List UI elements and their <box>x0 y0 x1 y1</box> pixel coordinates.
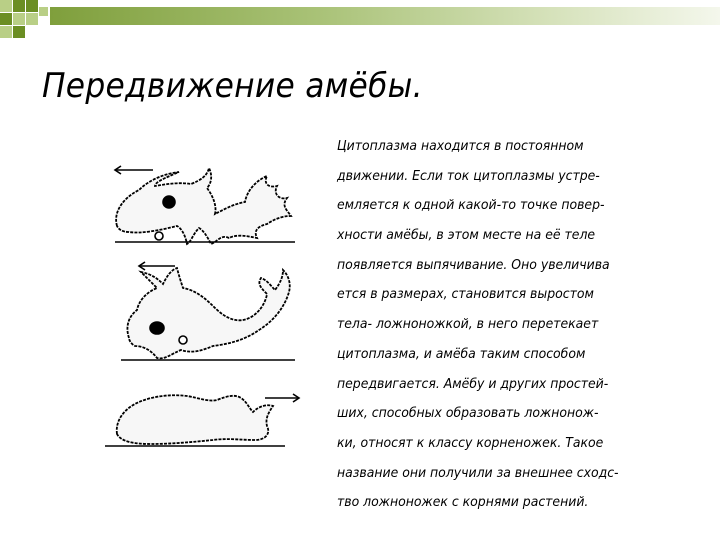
paragraph-line: движении. Если ток цитоплазмы устре- <box>337 168 600 184</box>
paragraph-line: появляется выпячивание. Оно увеличива <box>337 257 610 273</box>
paragraph-line: Цитоплазма находится в постоянном <box>337 139 584 154</box>
paragraph <box>337 132 682 518</box>
amoeba-stage-1 <box>115 166 295 244</box>
amoeba-nucleus <box>163 196 175 208</box>
paragraph-line: название они получили за внешнее сходс- <box>337 465 619 481</box>
paragraph-line: ки, относят к классу корненожек. Такое <box>337 435 604 451</box>
paragraph-line: цитоплазма, и амёба таким способом <box>337 346 586 362</box>
corner-square-decoration <box>0 0 12 12</box>
paragraph-line: хности амёбы, в этом месте на её теле <box>337 228 596 244</box>
amoeba-movement-illustration <box>95 150 325 460</box>
slide-title: Передвижение амёбы. <box>42 66 423 106</box>
corner-square-decoration <box>0 26 12 38</box>
paragraph-line: тво ложноножек с корнями растений. <box>337 495 589 511</box>
corner-square-decoration <box>39 7 48 16</box>
amoeba-stage-2 <box>121 262 295 360</box>
corner-square-decoration <box>13 13 25 25</box>
amoeba-stage-3 <box>105 394 299 446</box>
corner-square-decoration <box>13 26 25 38</box>
vacuole <box>179 336 187 344</box>
corner-square-decoration <box>13 0 25 12</box>
paragraph-line: емляется к одной какой-то точке повер- <box>337 198 605 214</box>
corner-square-decoration <box>26 13 38 25</box>
corner-square-decoration <box>0 13 12 25</box>
paragraph-line: ших, способных образовать ложнонож- <box>337 406 599 422</box>
corner-square-decoration <box>26 0 38 12</box>
paragraph-line: тела- ложноножкой, в него перетекает <box>337 317 599 333</box>
header-gradient-bar <box>50 7 720 25</box>
amoeba-body <box>116 168 291 244</box>
amoeba-nucleus <box>150 322 164 334</box>
paragraph-line: ется в размерах, становится выростом <box>337 287 594 303</box>
paragraph-line: передвигается. Амёбу и других простей- <box>337 376 609 392</box>
amoeba-body <box>127 268 289 358</box>
vacuole <box>155 232 163 240</box>
amoeba-body <box>117 395 273 444</box>
